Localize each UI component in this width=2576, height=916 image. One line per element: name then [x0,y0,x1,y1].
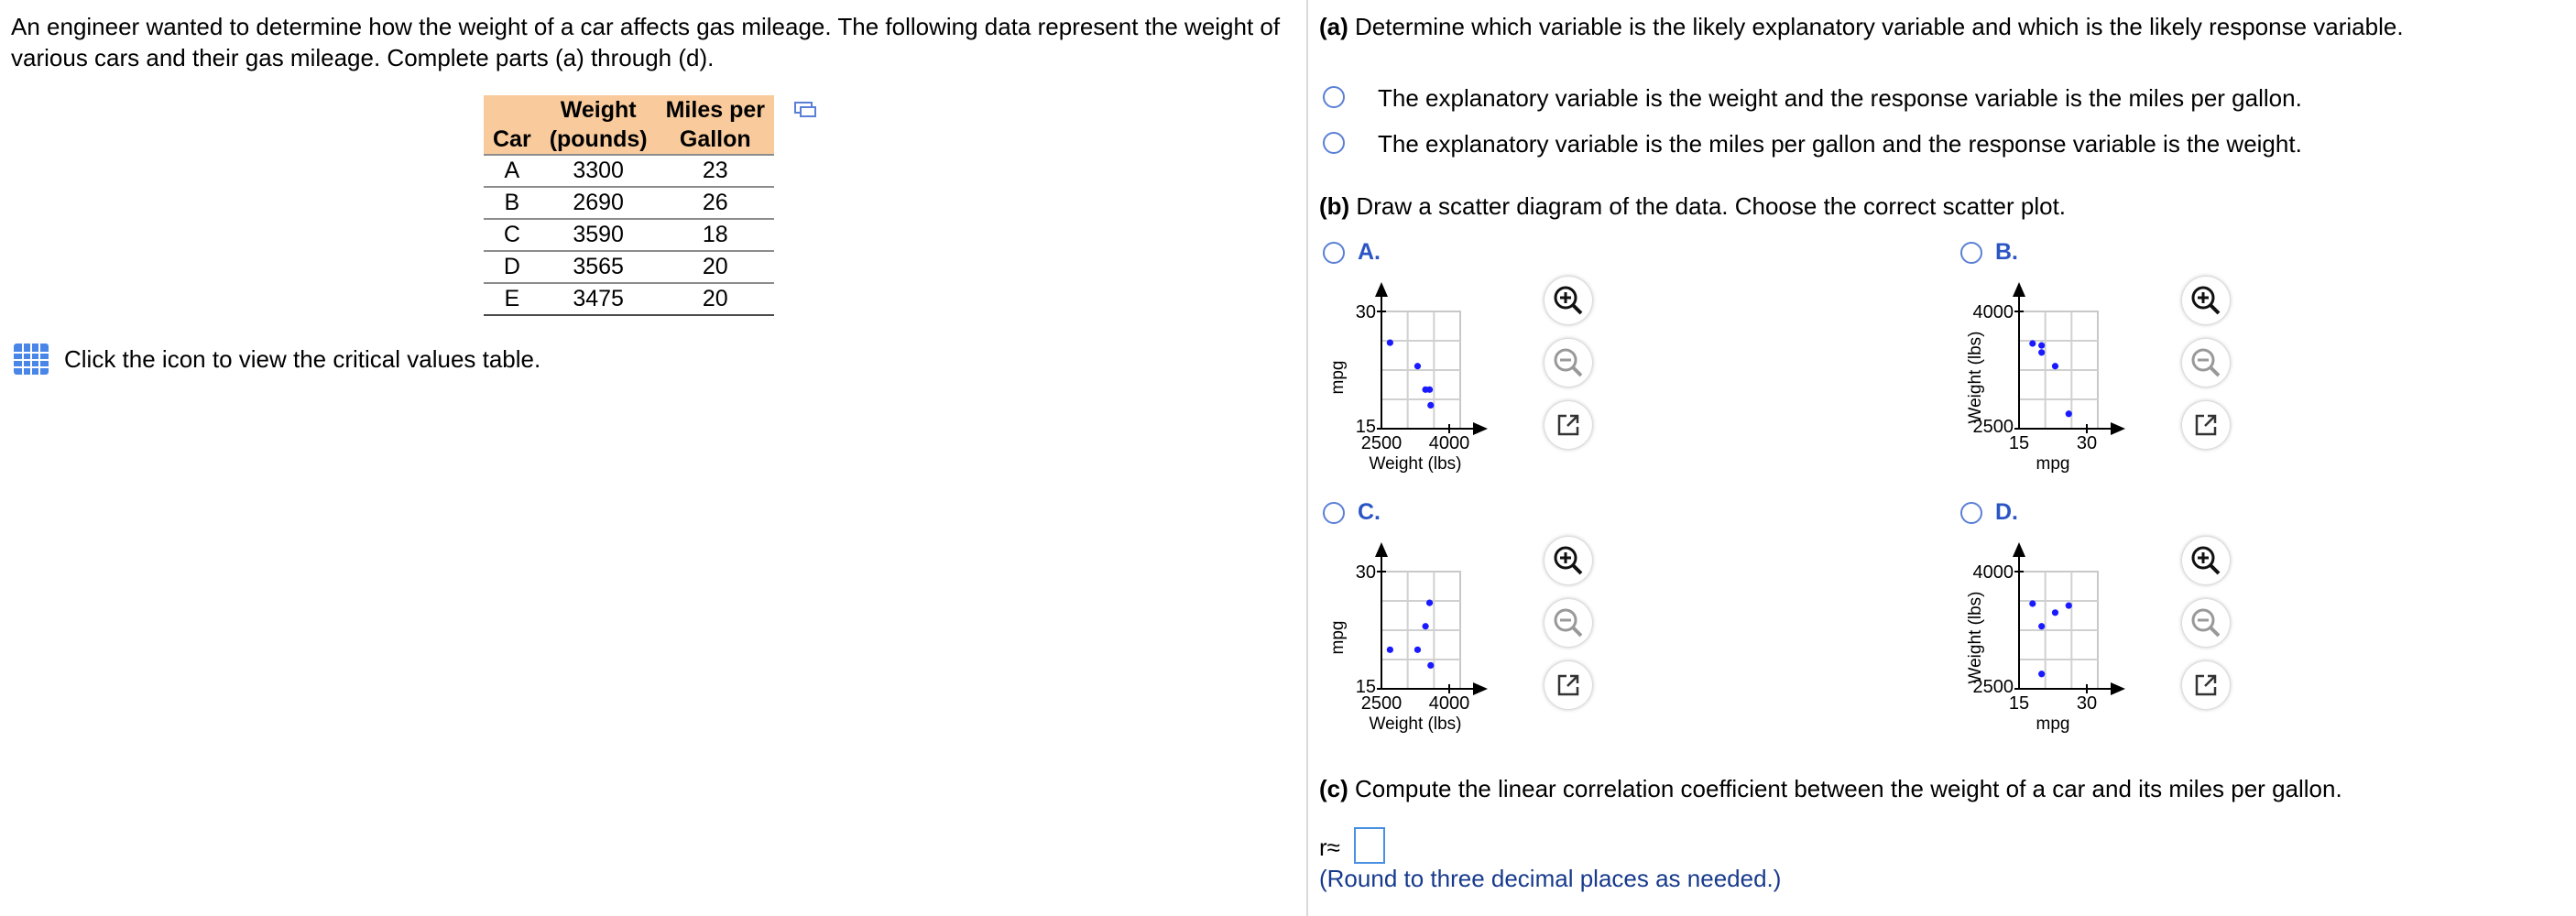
y-tick-label: 2500 [1972,417,2014,437]
x-tick-label: 4000 [1428,433,1470,453]
part-a-option-2-radio[interactable] [1323,132,1345,154]
data-point [1427,402,1434,409]
data-point [2029,600,2036,606]
data-table [484,95,774,316]
popout-button-c[interactable] [1545,661,1592,709]
option-b-radio[interactable] [1960,242,1982,264]
table-grid-icon[interactable] [13,343,49,376]
x-axis-label: mpg [2036,714,2070,734]
col-header-car: Car [484,95,540,155]
data-point [2066,603,2072,609]
correlation-input[interactable] [1354,827,1385,864]
y-tick-label: 4000 [1972,302,2014,322]
data-point [1387,340,1393,346]
zoom-out-button-a[interactable] [1545,339,1592,387]
x-tick-label: 2500 [1360,433,1403,453]
popout-button-a[interactable] [1545,401,1592,449]
critical-values-text: Click the icon to view the critical values table. [64,344,541,373]
x-axis-label: Weight (lbs) [1369,714,1462,734]
data-point [1414,363,1421,369]
r-label: r≈ [1319,834,1340,861]
external-link-icon [2182,401,2230,449]
external-link-icon [2182,661,2230,709]
y-axis-label: mpg [1328,620,1348,655]
table-row: C 3590 18 [484,219,774,251]
x-tick-label: 15 [2008,433,2030,453]
data-point [1427,662,1434,669]
scatter-plot-b [1957,275,2195,485]
zoom-out-icon [1545,339,1592,387]
y-axis-label: mpg [1328,360,1348,395]
part-a-option-1-radio[interactable] [1323,86,1345,108]
data-point [1414,647,1421,653]
y-axis-label: Weight (lbs) [1966,591,1985,684]
scatter-plot-c [1319,535,1557,746]
data-point [1423,623,1429,629]
option-b-label[interactable]: B. [1995,239,2018,265]
popout-button-b[interactable] [2182,401,2230,449]
part-c-question: (c) Compute the linear correlation coefficient between the weight of a car and its miles per gallon. [1319,775,2342,802]
y-tick-label: 2500 [1972,677,2014,697]
option-d-radio[interactable] [1960,502,1982,524]
data-point [2038,623,2045,629]
col-header-mpg: Miles per Gallon [657,95,774,155]
data-point [2066,410,2072,417]
y-axis-arrow [1375,542,1388,557]
option-d-label[interactable]: D. [1995,499,2018,525]
zoom-out-button-d[interactable] [2182,599,2230,647]
x-axis-arrow [2111,422,2125,435]
x-tick-label: 30 [2076,693,2098,714]
x-axis-arrow [1473,422,1488,435]
zoom-in-icon [2182,277,2230,324]
x-axis-arrow [1473,682,1488,695]
data-point [2038,343,2045,349]
data-point [2052,363,2058,369]
option-c-radio[interactable] [1323,502,1345,524]
zoom-in-button-c[interactable] [1545,537,1592,584]
option-c-label[interactable]: C. [1358,499,1381,525]
scatter-plot-a [1319,275,1557,485]
copy-icon[interactable] [793,101,817,119]
x-tick-label: 15 [2008,693,2030,714]
part-b-question: (b) Draw a scatter diagram of the data. Choose the correct scatter plot. [1319,192,2067,220]
option-a-radio[interactable] [1323,242,1345,264]
zoom-out-button-c[interactable] [1545,599,1592,647]
y-tick-label: 15 [1355,677,1376,697]
y-tick-label: 4000 [1972,562,2014,583]
table-row: B 2690 26 [484,187,774,219]
zoom-in-button-b[interactable] [2182,277,2230,324]
y-axis-arrow [1375,282,1388,297]
col-header-weight: Weight (pounds) [540,95,657,155]
zoom-in-button-d[interactable] [2182,537,2230,584]
data-point [1426,600,1433,606]
popout-button-d[interactable] [2182,661,2230,709]
data-point [2038,671,2045,677]
part-a-question: (a) Determine which variable is the likely explanatory variable and which is the likely response variable. [1319,13,2404,40]
zoom-in-icon [1545,537,1592,584]
x-tick-label: 30 [2076,433,2098,453]
part-a-option-1[interactable]: The explanatory variable is the weight and the response variable is the miles per gallon. [1378,84,2302,112]
data-point [2052,609,2058,616]
x-axis-label: Weight (lbs) [1369,454,1462,474]
y-axis-arrow [2013,542,2025,557]
zoom-out-icon [2182,599,2230,647]
y-axis-arrow [2013,282,2025,297]
table-row: D 3565 20 [484,251,774,283]
option-a-label[interactable]: A. [1358,239,1381,265]
x-axis-arrow [2111,682,2125,695]
external-link-icon [1545,401,1592,449]
x-tick-label: 2500 [1360,693,1403,714]
zoom-out-icon [1545,599,1592,647]
scatter-plot-d [1957,535,2195,746]
data-point [2038,349,2045,355]
critical-values-link[interactable] [13,343,540,376]
data-point [2029,340,2036,346]
y-axis-label: Weight (lbs) [1966,331,1985,424]
problem-intro: An engineer wanted to determine how the weight of a car affects gas mileage. The following data represent the weight of various cars and their gas mileage. Complete parts (a) through (d). [11,13,1281,71]
y-tick-label: 30 [1355,562,1376,583]
y-tick-label: 15 [1355,417,1376,437]
zoom-in-button-a[interactable] [1545,277,1592,324]
zoom-out-icon [2182,339,2230,387]
panel-divider [1306,0,1308,916]
part-a-option-2[interactable]: The explanatory variable is the miles per gallon and the response variable is the weight. [1378,130,2302,158]
zoom-out-button-b[interactable] [2182,339,2230,387]
x-axis-label: mpg [2036,454,2070,474]
zoom-in-icon [1545,277,1592,324]
external-link-icon [1545,661,1592,709]
table-row: E 3475 20 [484,283,774,315]
rounding-note: (Round to three decimal places as needed.) [1319,865,1782,892]
y-tick-label: 30 [1355,302,1376,322]
zoom-in-icon [2182,537,2230,584]
table-row: A 3300 23 [484,155,774,187]
data-point [1426,387,1433,393]
data-point [1387,647,1393,653]
x-tick-label: 4000 [1428,693,1470,714]
